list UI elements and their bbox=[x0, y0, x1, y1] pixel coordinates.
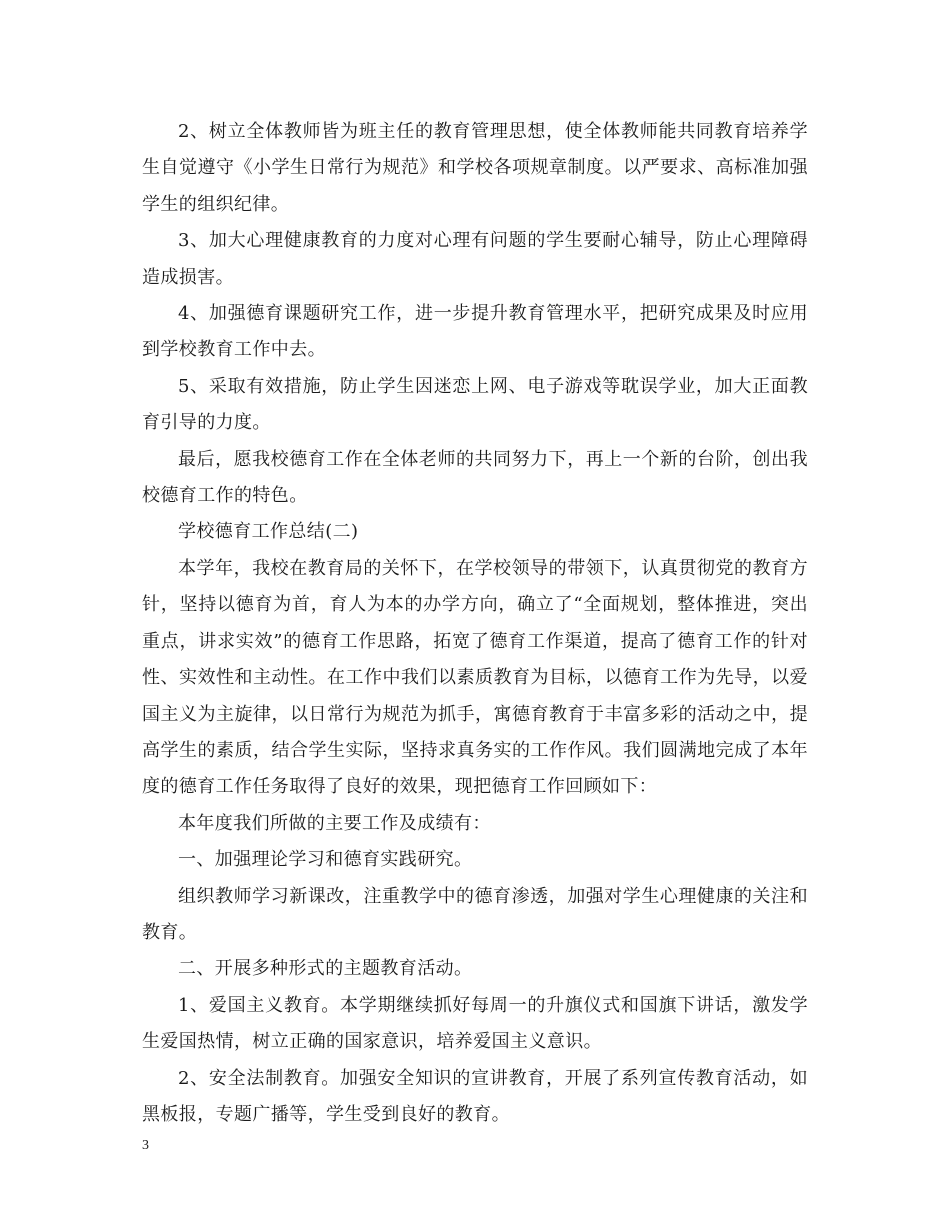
paragraph-closing: 最后，愿我校德育工作在全体老师的共同努力下，再上一个新的台阶，创出我校德育工作的特色。 bbox=[142, 448, 808, 507]
paragraph-safety-law: 2、安全法制教育。加强安全知识的宣讲教育，开展了系列宣传教育活动，如黑板报，专题广播等，学生受到良好的教育。 bbox=[142, 1067, 808, 1125]
subheading-theme-activities: 二、开展多种形式的主题教育活动。 bbox=[178, 958, 473, 980]
paragraph-item-4: 4、加强德育课题研究工作，进一步提升教育管理水平，把研究成果及时应用到学校教育工作中去。 bbox=[142, 303, 808, 361]
subheading-theory-study: 一、加强理论学习和德育实践研究。 bbox=[178, 849, 473, 871]
paragraph-intro: 本学年，我校在教育局的关怀下，在学校领导的带领下，认真贯彻党的教育方针，坚持以德育为首，育人为本的办学方向，确立了“全面规划，整体推进，突出重点，讲求实效”的德育工作思路，拓宽了德育工作渠道，提高了德育工作的针对性、实效性和主动性。在工作中我们以素质教育为目标，以德育工作为先导，以爱国主义为主旋律，以日常行为规范为抓手，寓德育教育于丰富多彩的活动之中，提高学生的素质，结合学生实际，坚持求真务实的工作作风。我们圆满地完成了本年度的德育工作任务取得了良好的效果，现把德育工作回顾如下： bbox=[142, 557, 808, 798]
paragraph-item-5: 5、采取有效措施，防止学生因迷恋上网、电子游戏等耽误学业，加大正面教育引导的力度。 bbox=[142, 375, 808, 434]
paragraph-item-3: 3、加大心理健康教育的力度对心理有问题的学生要耐心辅导，防止心理障碍造成损害。 bbox=[142, 230, 808, 288]
page-number: 3 bbox=[142, 1138, 149, 1153]
section-heading: 学校德育工作总结(二) bbox=[178, 521, 359, 543]
paragraph-patriotism: 1、爱国主义教育。本学期继续抓好每周一的升旗仪式和国旗下讲话，激发学生爱国热情，树立正确的国家意识，培养爱国主义意识。 bbox=[142, 994, 808, 1053]
document-body bbox=[142, 114, 808, 1133]
paragraph-teacher-training: 组织教师学习新课改，注重教学中的德育渗透，加强对学生心理健康的关注和教育。 bbox=[142, 885, 808, 943]
paragraph-summary-lead: 本年度我们所做的主要工作及成绩有： bbox=[178, 812, 491, 834]
paragraph-item-2: 2、树立全体教师皆为班主任的教育管理思想，使全体教师能共同教育培养学生自觉遵守《小学生日常行为规范》和学校各项规章制度。以严要求、高标准加强学生的组织纪律。 bbox=[142, 121, 808, 215]
